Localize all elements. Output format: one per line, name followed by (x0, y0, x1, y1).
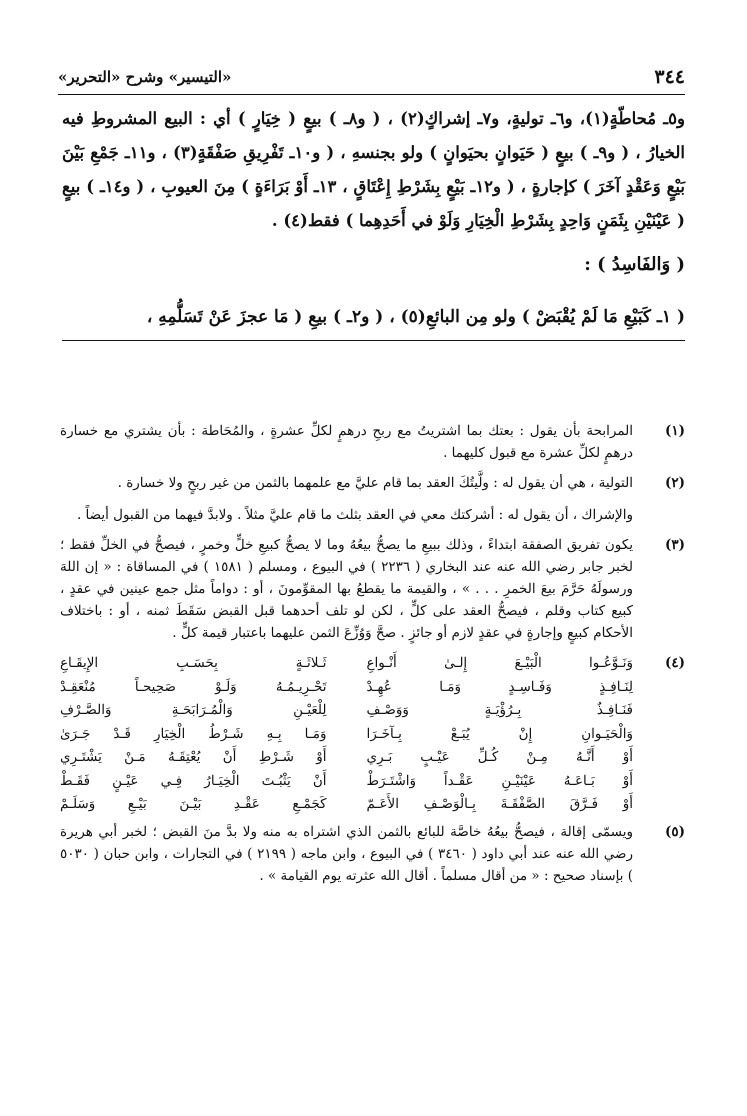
footnote-text: التولية ، هي أن يقول له : ولَّيتُكَ العقد بما قام عليَّ مع علمهما بالثمن من غير ربحٍ ولا خسارة . (117, 475, 633, 491)
poem-verse: أَوْ بَـاعَـهُ عَيْنَيْـنِ عَقْـداً وَاشْتَـرَطْ (366, 772, 633, 789)
footnote-2 (60, 472, 685, 530)
footnote-number: (٥) (664, 823, 685, 840)
page-header (58, 60, 685, 95)
poem-verse: وَنَـوَّعُـوا الْبَيْـعَ إِلـىٰ أَنْـواعِ (366, 655, 633, 671)
body-last-line: ( ١ـ كَبَيْعِ مَا لَمْ يُقْبَضْ ) ولو مِن البائعِ(٥) ، ( و٢ـ ) بيعِ ( مَا عجزَ عَنْ تَسَلُّمِهِ ، (62, 300, 685, 341)
poem-verse: لِنَـافِـذٍ وَفَـاسِـدٍ وَمَـا عُهِـدْ (366, 678, 633, 695)
poem-verse: لِلْعَيْـنِ وَالْمُـرَابَحَـةِ وَالصَّـرْفِ (60, 702, 327, 718)
footnote-number: (١) (664, 423, 685, 439)
poem-verse: كَجَمْـعِ عَقْـدِ بَيْـنَ بَيْـعِ وَسَلَـمْ (60, 796, 327, 812)
poem-verse: أَوْ شَـرْطِ أَنْ يُعْتِقَـهُ مَـنْ يَشْتَـرِي (60, 749, 327, 765)
footnote-4 (60, 652, 685, 817)
poem-verse: أَوْ أَنَّـهُ مِـنْ كُـلِّ عَيْـبٍ بَـرِي (366, 749, 633, 765)
poem-verse: وَمَـا بِـهِ شَـرْطُ الْخِيَارِ قَـدْ جَـرَىٰ (60, 725, 327, 742)
page-number: ٣٤٤ (654, 66, 685, 88)
footnote-text: يكون تفريق الصفقة ابتداءً ، وذلك ببيعِ ما يصحُّ بيعُهُ وما لا يصحُّ كبيعِ خلٍّ وخمرٍ ، فيصحُّ في الخلِّ فقط ؛ لخبر جابر رضي الله عنه عند البخاري ( ٢٢٣٦ ) في البيوع ، ومسلم ( ١٥٨١ ) في المساقاة : « إن اللهَ ورسولَهُ حَرَّمَ بيعَ الخمرِ . . . » ، والقيمة ما يقطعُ بها المقوِّمونَ ، أو : دواماً مثل جمع عينين في عقدٍ ، كبيع كتاب وقلم ، فيصحُّ العقد على كلٍّ ، لكن لو تلف أحدهما قبل القبض سَقَطَ ثمنه ، أو : باختلاف الأحكام كبيعٍ وإجارةٍ في عقدٍ لازم أو جائزٍ . صحَّ وَوُزِّعَ الثمن عليهما باعتبار قيمة كلٍّ . (60, 537, 633, 641)
poem-verse: ثَـلاثَـةٍ بِحَسَـبِ الإِيقَـاعِ (60, 655, 327, 671)
footnote-number: (٢) (664, 475, 685, 491)
footnote-3 (60, 534, 685, 648)
footnote-text: المرابحة بأن يقول : بعتك بما اشتريتُ مع ربحِ درهمٍ لكلِّ عشرةٍ ، والمُحَاطة : بأن يشتري مع خسارة درهمٍ لكلِّ عشرة مع قبول كليهما . (60, 423, 633, 461)
poem-verse: أَنْ يَثْبُـتَ الْخِيَـارُ فِـي عَيْـنٍ فَقَـطْ (60, 772, 327, 789)
poem-verse: تَحْـرِيـمُـهُ وَلَـوْ صَحِيحـاً مُنْعَقِـدْ (60, 678, 327, 695)
footnote-number: (٣) (664, 537, 685, 553)
main-text (62, 102, 685, 341)
footnote-number: (٤) (664, 655, 685, 671)
body-paragraph: و٥ـ مُحاطّةٍ(١)، و٦ـ توليةٍ، و٧ـ إشراكٍ(٢) ، ( و٨ـ ) بيعٍ ( خِيَارٍ ) أي : البيع المشروطِ فيه الخيارُ ، ( و٩ـ ) بيعٍ ( حَيَوانٍ بحيَوانٍ ) ولو بجنسهِ ، ( و١٠ـ تَفْرِيقِ صَفْقَةٍ(٣) ، و١١ـ جَمْعِ بَيْنَ بَيْعٍ وَعَقْدٍ آخَرَ ) كإجارةٍ ، ( و١٢ـ بَيْعٍ بِشَرْطِ إِعْتَاقٍ ، ١٣ـ أَوْ بَرَاءَةٍ ) مِنَ العيوبِ ، ( و١٤ـ ) بيعٍ ( عَيْنَيْنِ بِثَمَنٍ وَاحِدٍ بِشَرْطِ الْخِيَارِ وَلَوْ في أَحَدِهِما ) فقط(٤) . (62, 109, 685, 230)
section-heading: ( وَالفَاسِدُ ) : (584, 254, 685, 275)
footnote-5 (60, 821, 685, 891)
footnote-text: والإشراك ، أن يقول له : أشركتك معي في العقد بثلث ما قام عليَّ مثلاً . ولابدَّ فيهما من القبول أيضاً . (76, 507, 633, 523)
poem-verse: فَنَـافِـذٌ بِـرُؤْيَـةٍ وَوَصْـفِ (366, 702, 633, 718)
footnotes (60, 420, 685, 895)
poem-verse: أَوْ فَـرَّقَ الصَّفْقَـةَ بِـالْوَصْـفِ الأَعَـمّ (366, 796, 633, 812)
running-title: «التيسير» وشرح «التحرير» (58, 68, 232, 86)
footnote-text: ويسمّى إقالة ، فيصحُّ بيعُهُ خاصَّة للبائع بالثمن الذي اشتراه به منه ولا بدَّ منَ القبض ؛ لخبر أبي هريرة رضي الله عنه عند أبي داود ( ٣٤٦٠ ) في البيوع ، وابن ماجه ( ٢١٩٩ ) في التجارات ، وابن حبان ( ٥٠٣٠ ) بإسناد صحيح : « من أقال مسلماً . أقال الله عثرته يوم القيامة » . (60, 823, 634, 884)
poem-verse: وَالْحَيَـوانِ إِنْ يُبَـعْ بِـآخَـرَا (366, 725, 633, 742)
poem (60, 652, 633, 817)
footnote-1 (60, 420, 685, 468)
